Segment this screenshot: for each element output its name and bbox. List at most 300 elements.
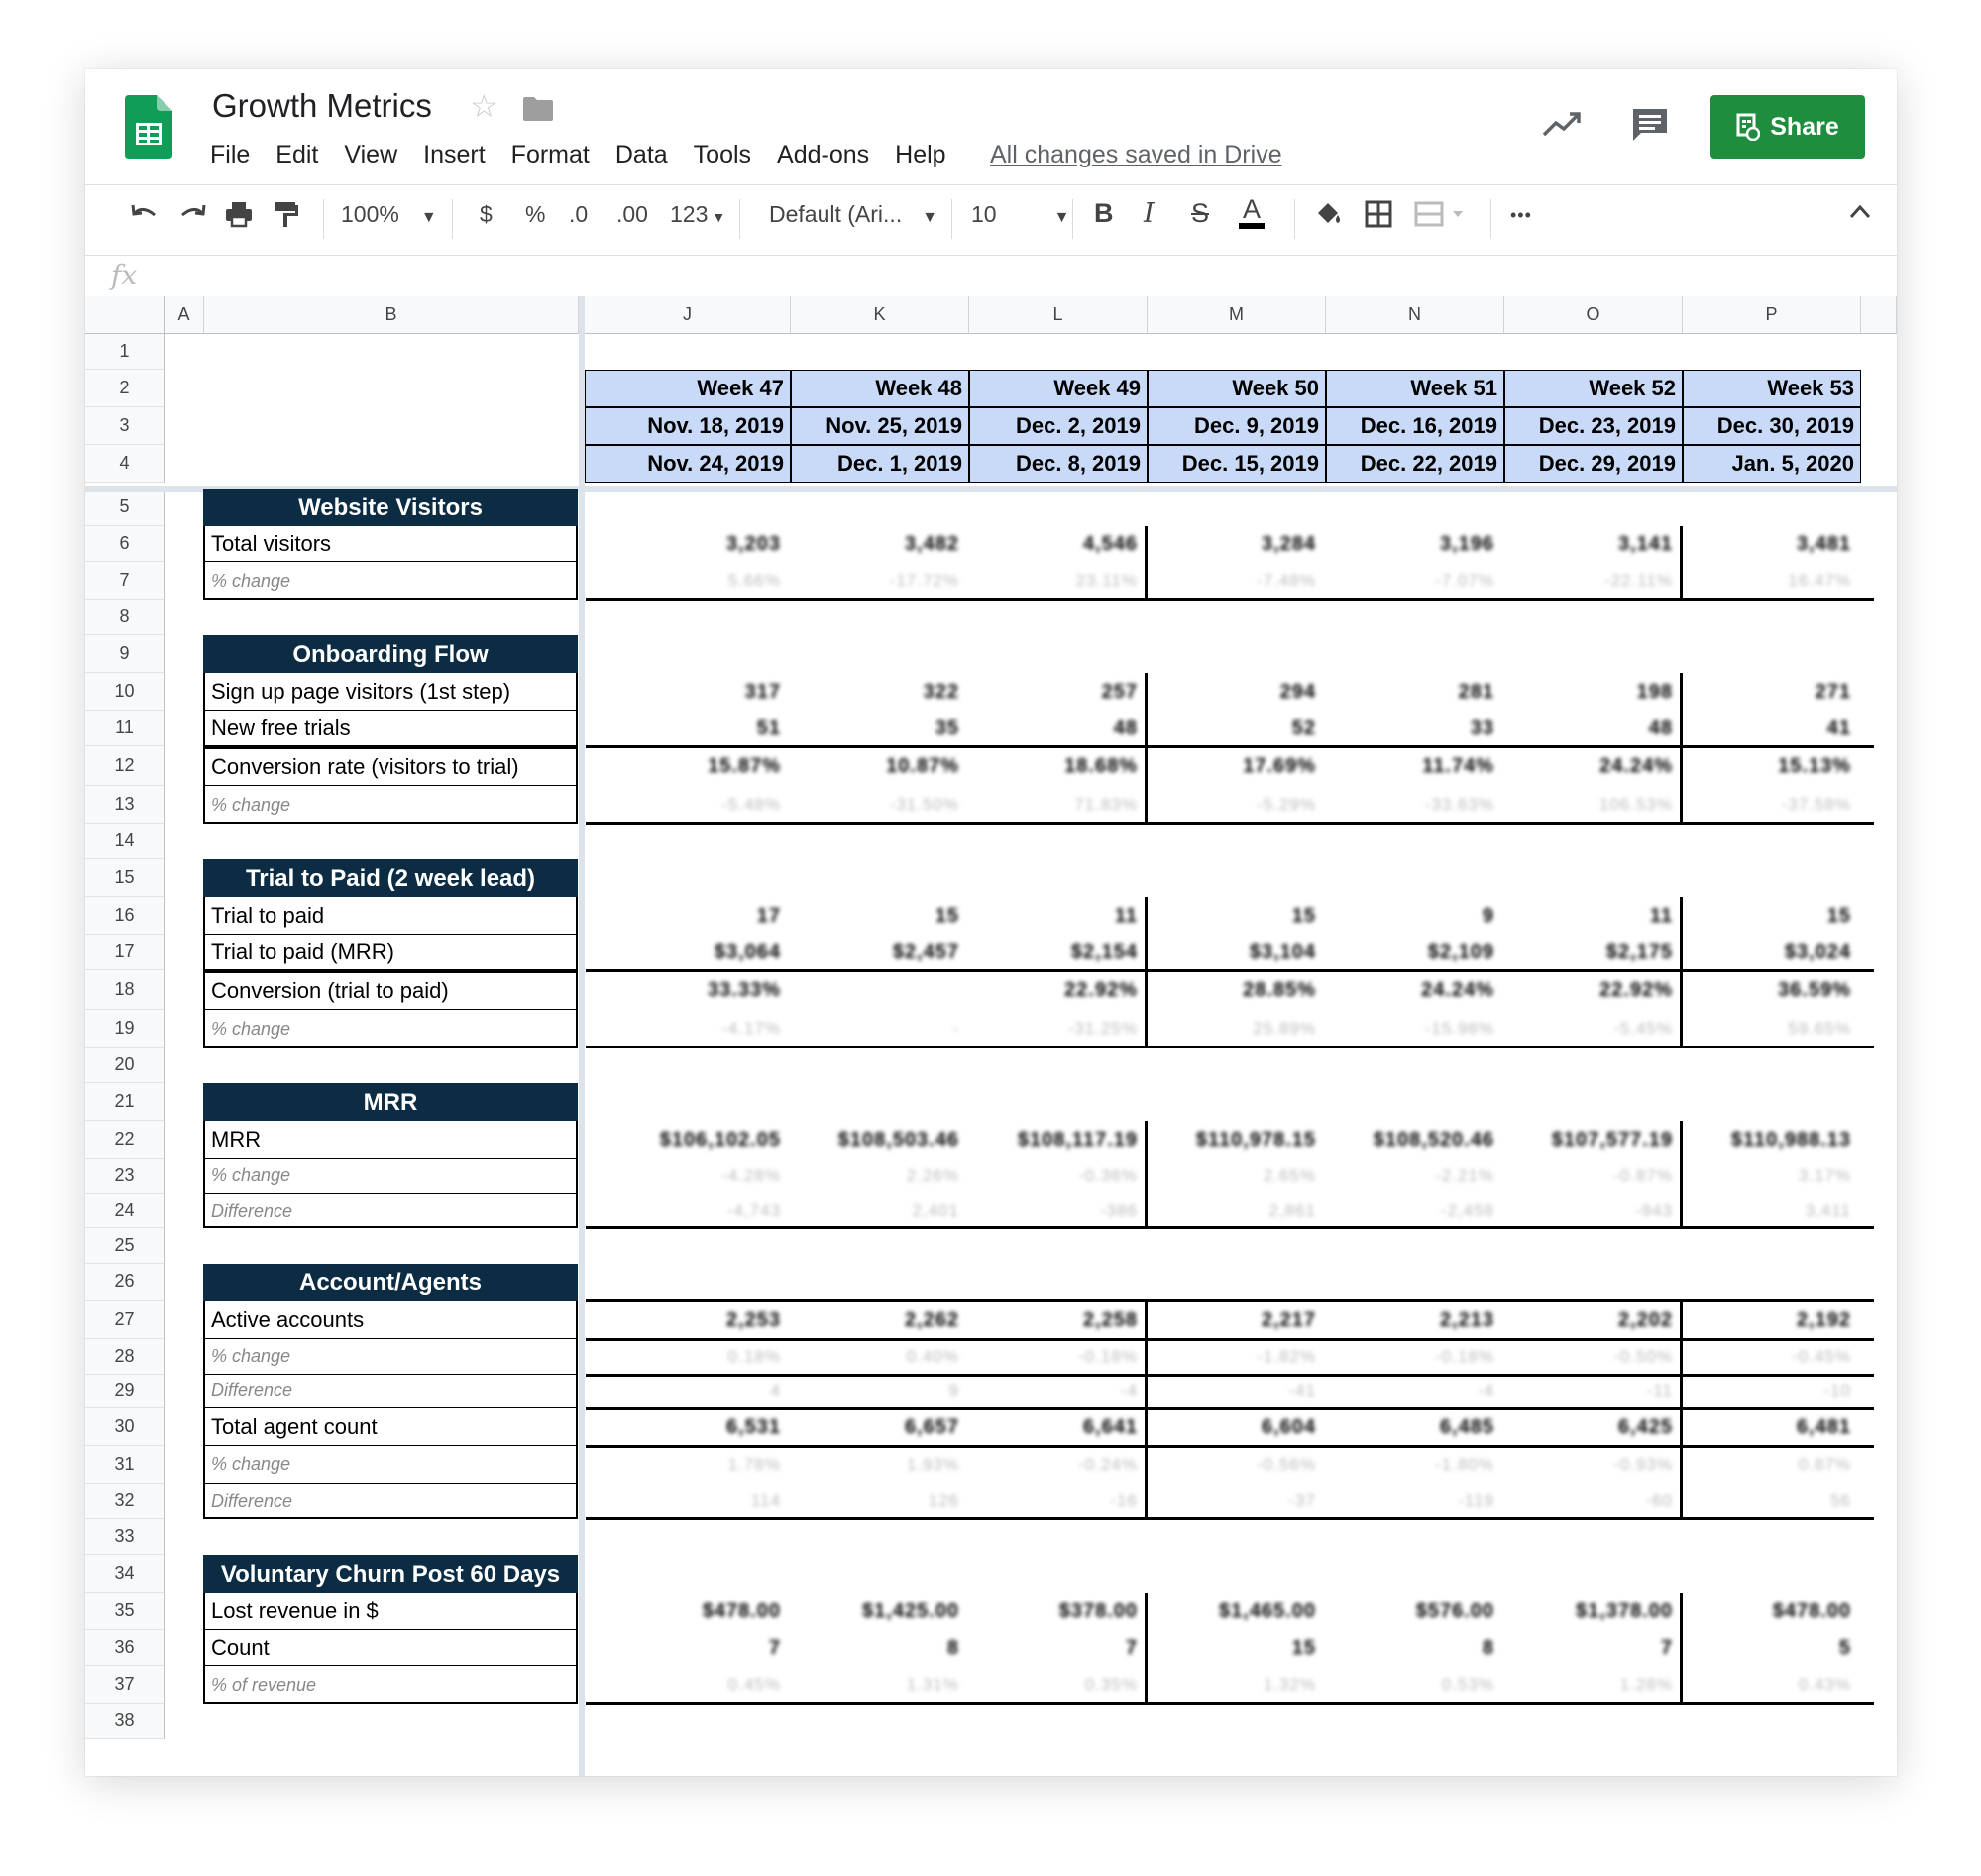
row-header[interactable]: 14 <box>85 824 165 859</box>
metric-value-cell[interactable]: -943 <box>1634 1201 1673 1220</box>
more-options-button[interactable]: ••• <box>1510 205 1532 225</box>
metric-value-cell[interactable]: 9 <box>948 1381 959 1400</box>
metric-value-cell[interactable]: 11.74% <box>1422 755 1494 777</box>
metric-value-cell[interactable]: 33.33% <box>708 979 781 1001</box>
metric-value-cell[interactable]: 35 <box>935 717 959 739</box>
metric-value-cell[interactable]: $3,024 <box>1784 941 1851 963</box>
section-title[interactable]: Account/Agents <box>203 1264 578 1303</box>
metric-value-cell[interactable]: 33 <box>1470 717 1494 739</box>
formula-bar[interactable] <box>85 255 1897 297</box>
metric-value-cell[interactable]: 7 <box>1125 1637 1138 1659</box>
metric-value-cell[interactable]: 271 <box>1815 681 1851 703</box>
italic-button[interactable]: I <box>1144 198 1155 229</box>
metric-value-cell[interactable]: 3,481 <box>1796 533 1851 555</box>
week-week-cell[interactable]: Week 53 <box>1683 370 1861 407</box>
metric-value-cell[interactable]: 6,485 <box>1439 1416 1494 1438</box>
metric-value-cell[interactable]: -16 <box>1110 1491 1138 1510</box>
metric-label[interactable]: % of revenue <box>211 1674 317 1695</box>
row-header[interactable]: 32 <box>85 1484 165 1519</box>
section-title[interactable]: Voluntary Churn Post 60 Days <box>203 1555 578 1595</box>
row-header[interactable]: 1 <box>85 334 165 370</box>
metric-value-cell[interactable]: 41 <box>1826 717 1851 739</box>
menu-data[interactable]: Data <box>614 141 668 168</box>
metric-value-cell[interactable]: 0.18% <box>727 1347 781 1366</box>
metric-value-cell[interactable]: -4.28% <box>721 1166 781 1185</box>
metric-value-cell[interactable]: 2.65% <box>1263 1166 1316 1185</box>
metric-value-cell[interactable]: 6,657 <box>904 1416 959 1438</box>
metric-value-cell[interactable]: $108,520.46 <box>1373 1129 1494 1151</box>
column-header-n[interactable]: N <box>1326 296 1504 334</box>
week-week-cell[interactable]: Week 49 <box>969 370 1148 407</box>
collapse-toolbar-icon[interactable] <box>1847 199 1873 231</box>
metric-value-cell[interactable]: 2,192 <box>1796 1309 1851 1331</box>
metric-value-cell[interactable]: 0.35% <box>1084 1675 1138 1694</box>
metric-value-cell[interactable]: 2,202 <box>1617 1309 1673 1331</box>
explore-trend-icon[interactable] <box>1542 109 1582 139</box>
metric-value-cell[interactable]: 3,411 <box>1805 1201 1851 1220</box>
metric-value-cell[interactable]: 2,262 <box>904 1309 959 1331</box>
metric-label[interactable]: Trial to paid <box>205 897 576 935</box>
metric-value-cell[interactable]: -37.58% <box>1781 795 1851 814</box>
metric-value-cell[interactable]: -4.17% <box>721 1019 781 1038</box>
metric-value-cell[interactable]: -7.48% <box>1257 571 1316 590</box>
week-start-cell[interactable]: Nov. 25, 2019 <box>791 407 969 445</box>
star-icon[interactable]: ☆ <box>470 88 498 124</box>
row-header[interactable]: 8 <box>85 600 165 635</box>
menu-file[interactable]: File <box>210 141 251 168</box>
metric-value-cell[interactable]: -4,743 <box>726 1201 781 1220</box>
metric-value-cell[interactable]: -1.80% <box>1435 1455 1494 1474</box>
metric-value-cell[interactable]: 6,641 <box>1082 1416 1138 1438</box>
metric-value-cell[interactable]: 2.26% <box>906 1166 959 1185</box>
metric-value-cell[interactable]: 6,604 <box>1261 1416 1316 1438</box>
undo-icon[interactable] <box>129 199 159 235</box>
row-header[interactable]: 12 <box>85 746 165 786</box>
metric-value-cell[interactable]: -31.50% <box>889 795 959 814</box>
metric-value-cell[interactable]: 1.31% <box>906 1675 959 1694</box>
metric-value-cell[interactable]: 16.47% <box>1788 571 1851 590</box>
metric-value-cell[interactable]: 15 <box>1826 905 1851 927</box>
metric-value-cell[interactable]: -17.72% <box>889 571 959 590</box>
metric-value-cell[interactable]: 18.68% <box>1064 755 1138 777</box>
row-header[interactable]: 18 <box>85 970 165 1010</box>
row-header[interactable]: 22 <box>85 1121 165 1159</box>
metric-value-cell[interactable]: -0.50% <box>1613 1347 1673 1366</box>
row-header[interactable]: 15 <box>85 859 165 897</box>
metric-value-cell[interactable]: -0.36% <box>1078 1166 1138 1185</box>
metric-value-cell[interactable]: $1,425.00 <box>862 1600 959 1622</box>
week-start-cell[interactable]: Dec. 9, 2019 <box>1148 407 1326 445</box>
metric-value-cell[interactable]: -15.98% <box>1424 1019 1494 1038</box>
metric-value-cell[interactable]: -11 <box>1646 1381 1673 1400</box>
week-week-cell[interactable]: Week 51 <box>1326 370 1504 407</box>
row-header[interactable]: 28 <box>85 1339 165 1375</box>
metric-label[interactable]: % change <box>205 1159 576 1194</box>
menu-addons[interactable]: Add-ons <box>777 141 870 168</box>
row-header[interactable]: 25 <box>85 1228 165 1264</box>
metric-value-cell[interactable]: 24.24% <box>1599 755 1673 777</box>
week-start-cell[interactable]: Dec. 16, 2019 <box>1326 407 1504 445</box>
row-header[interactable]: 38 <box>85 1704 165 1739</box>
week-end-cell[interactable]: Nov. 24, 2019 <box>585 445 791 483</box>
metric-value-cell[interactable]: 3,284 <box>1261 533 1316 555</box>
metric-value-cell[interactable]: $478.00 <box>702 1600 781 1622</box>
metric-value-cell[interactable]: -0.45% <box>1792 1347 1851 1366</box>
metric-value-cell[interactable]: 3,141 <box>1617 533 1673 555</box>
row-header[interactable]: 23 <box>85 1159 165 1194</box>
metric-label[interactable]: Conversion rate (visitors to trial) <box>205 746 576 786</box>
metric-value-cell[interactable]: -37 <box>1288 1491 1316 1510</box>
metric-value-cell[interactable]: 1.78% <box>727 1455 781 1474</box>
row-header[interactable]: 3 <box>85 407 165 445</box>
row-header[interactable]: 34 <box>85 1555 165 1593</box>
metric-value-cell[interactable]: 59.65% <box>1788 1019 1851 1038</box>
metric-value-cell[interactable]: $107,577.19 <box>1551 1129 1673 1151</box>
metric-value-cell[interactable]: 5 <box>1838 1637 1851 1659</box>
metric-label[interactable]: % change <box>205 1446 576 1484</box>
metric-value-cell[interactable]: 23.11% <box>1075 571 1138 590</box>
metric-value-cell[interactable]: 106.53% <box>1598 795 1673 814</box>
metric-value-cell[interactable]: -2.21% <box>1435 1166 1494 1185</box>
metric-value-cell[interactable]: 281 <box>1458 681 1494 703</box>
week-start-cell[interactable]: Dec. 23, 2019 <box>1504 407 1683 445</box>
metric-value-cell[interactable]: $2,154 <box>1070 941 1138 963</box>
metric-label[interactable]: % change <box>211 570 291 591</box>
row-header[interactable]: 35 <box>85 1593 165 1630</box>
metric-value-cell[interactable]: $108,503.46 <box>837 1129 959 1151</box>
metric-value-cell[interactable]: 1.32% <box>1263 1675 1316 1694</box>
metric-value-cell[interactable]: 8 <box>1482 1637 1494 1659</box>
metric-label[interactable]: Lost revenue in $ <box>205 1593 576 1630</box>
metric-value-cell[interactable]: 15 <box>1291 1637 1316 1659</box>
metric-value-cell[interactable]: $1,465.00 <box>1219 1600 1316 1622</box>
metric-value-cell[interactable]: -2,458 <box>1440 1201 1494 1220</box>
row-header[interactable]: 20 <box>85 1048 165 1083</box>
metric-label[interactable]: Total visitors <box>205 526 576 562</box>
metric-value-cell[interactable]: 317 <box>744 681 781 703</box>
section-title[interactable]: Website Visitors <box>203 489 578 528</box>
menu-bar <box>210 141 972 169</box>
comment-icon[interactable] <box>1631 107 1669 143</box>
metric-label[interactable]: Count <box>205 1630 576 1666</box>
paint-format-icon[interactable] <box>272 199 301 235</box>
metric-label[interactable]: % change <box>211 1018 291 1039</box>
fx-icon: fx <box>111 259 138 291</box>
week-end-cell[interactable]: Jan. 5, 2020 <box>1683 445 1861 483</box>
metric-value-cell[interactable]: -119 <box>1458 1491 1494 1510</box>
redo-icon[interactable] <box>178 199 208 235</box>
row-header[interactable]: 4 <box>85 445 165 483</box>
week-start-cell[interactable]: Dec. 30, 2019 <box>1683 407 1861 445</box>
metric-value-cell[interactable]: 52 <box>1291 717 1316 739</box>
row-header[interactable]: 16 <box>85 897 165 935</box>
chevron-down-icon: ▼ <box>420 209 437 226</box>
metric-label[interactable]: Difference <box>211 1200 293 1221</box>
row-header[interactable]: 17 <box>85 935 165 970</box>
metric-value-cell[interactable]: $110,978.15 <box>1195 1129 1316 1151</box>
percent-format-button[interactable]: % <box>525 201 546 227</box>
metric-value-cell[interactable]: $1,378.00 <box>1576 1600 1673 1622</box>
merge-cells-icon[interactable] <box>1413 199 1473 235</box>
metric-value-cell[interactable]: 2,217 <box>1261 1309 1316 1331</box>
section-title[interactable]: Trial to Paid (2 week lead) <box>203 859 578 899</box>
week-end-cell[interactable]: Dec. 29, 2019 <box>1504 445 1683 483</box>
metric-label[interactable]: New free trials <box>205 711 576 746</box>
fill-color-icon[interactable] <box>1314 199 1344 235</box>
week-end-cell[interactable]: Dec. 1, 2019 <box>791 445 969 483</box>
week-start-cell[interactable]: Dec. 2, 2019 <box>969 407 1148 445</box>
metric-value-cell[interactable]: 294 <box>1279 681 1316 703</box>
chevron-down-icon: ▼ <box>712 209 726 225</box>
row-header[interactable]: 24 <box>85 1194 165 1228</box>
metric-value-cell[interactable]: -0.18% <box>1435 1347 1494 1366</box>
week-week-cell[interactable]: Week 47 <box>585 370 791 407</box>
decrease-decimal-button[interactable]: .0 <box>569 201 589 227</box>
row-header[interactable]: 21 <box>85 1083 165 1121</box>
document-title[interactable]: Growth Metrics <box>212 87 432 124</box>
metric-value-cell[interactable]: 11 <box>1114 905 1138 927</box>
font-select[interactable] <box>769 201 937 228</box>
row-header[interactable]: 26 <box>85 1264 165 1301</box>
metric-value-cell[interactable]: -5.29% <box>1257 795 1316 814</box>
metric-value-cell[interactable]: 15.13% <box>1778 755 1851 777</box>
metric-value-cell[interactable]: $3,064 <box>714 941 781 963</box>
bold-button[interactable]: B <box>1094 198 1114 228</box>
metric-value-cell[interactable]: 1.28% <box>1619 1675 1673 1694</box>
metric-value-cell[interactable]: -33.63% <box>1424 795 1494 814</box>
metric-label[interactable]: Difference <box>211 1490 293 1511</box>
row-header[interactable]: 27 <box>85 1301 165 1339</box>
week-week-cell[interactable]: Week 52 <box>1504 370 1683 407</box>
section-title[interactable]: Onboarding Flow <box>203 635 578 675</box>
zoom-value: 100% <box>341 201 399 227</box>
column-header-p[interactable]: P <box>1683 296 1861 334</box>
metric-value-cell[interactable]: -22.11% <box>1603 571 1673 590</box>
metric-value-cell[interactable]: 198 <box>1636 681 1673 703</box>
menu-view[interactable]: View <box>344 141 398 168</box>
metric-label[interactable]: % change <box>211 794 291 815</box>
metric-value-cell[interactable]: 2,253 <box>725 1309 781 1331</box>
metric-value-cell[interactable]: 15 <box>935 905 959 927</box>
zoom-select[interactable] <box>341 201 437 228</box>
metric-value-cell[interactable]: 25.89% <box>1253 1019 1316 1038</box>
row-header[interactable]: 19 <box>85 1010 165 1048</box>
row-header[interactable]: 2 <box>85 370 165 407</box>
metric-value-cell[interactable]: $2,457 <box>892 941 959 963</box>
metric-value-cell[interactable]: 322 <box>923 681 959 703</box>
text-color-button[interactable]: A <box>1239 195 1265 229</box>
metric-value-cell[interactable]: 0.87% <box>1798 1455 1851 1474</box>
metric-value-cell[interactable]: 28.85% <box>1243 979 1316 1001</box>
metric-value-cell[interactable]: 6,425 <box>1617 1416 1673 1438</box>
week-week-cell[interactable]: Week 50 <box>1148 370 1326 407</box>
metric-value-cell[interactable]: 4 <box>770 1381 781 1400</box>
metric-value-cell[interactable]: -0.56% <box>1257 1455 1316 1474</box>
metric-value-cell[interactable]: 5.66% <box>727 571 781 590</box>
metric-value-cell[interactable]: 22.92% <box>1599 979 1673 1001</box>
metric-value-cell[interactable]: -31.25% <box>1067 1019 1138 1038</box>
row-header[interactable]: 29 <box>85 1375 165 1408</box>
metric-value-cell[interactable]: 48 <box>1113 717 1138 739</box>
row-header[interactable]: 33 <box>85 1519 165 1555</box>
menu-format[interactable]: Format <box>510 141 590 168</box>
menu-edit[interactable]: Edit <box>275 141 319 168</box>
metric-value-cell[interactable]: -10 <box>1823 1381 1851 1400</box>
section-label-box <box>203 673 578 824</box>
metric-value-cell[interactable]: 11 <box>1649 905 1673 927</box>
metric-value-cell[interactable]: 3,196 <box>1439 533 1494 555</box>
metric-value-cell[interactable]: 71.83% <box>1074 795 1138 814</box>
metric-label[interactable]: MRR <box>205 1121 576 1159</box>
row-header[interactable]: 30 <box>85 1408 165 1446</box>
row-header[interactable]: 13 <box>85 786 165 824</box>
share-button[interactable] <box>1710 95 1865 159</box>
metric-value-cell[interactable]: $2,109 <box>1427 941 1494 963</box>
metric-label[interactable]: Active accounts <box>205 1301 576 1339</box>
metric-value-cell[interactable]: $3,104 <box>1249 941 1316 963</box>
metric-value-cell[interactable]: 257 <box>1101 681 1138 703</box>
metric-value-cell[interactable]: 2,861 <box>1268 1201 1316 1220</box>
metric-value-cell[interactable]: 2,213 <box>1439 1309 1494 1331</box>
print-icon[interactable] <box>224 199 254 235</box>
row-header[interactable]: 6 <box>85 526 165 562</box>
metric-value-cell[interactable]: 56 <box>1830 1491 1851 1510</box>
metric-value-cell[interactable]: -7.07% <box>1435 571 1494 590</box>
week-end-cell[interactable]: Dec. 15, 2019 <box>1148 445 1326 483</box>
metric-value-cell[interactable]: -0.93% <box>1613 1455 1673 1474</box>
metric-value-cell[interactable]: 2,401 <box>912 1201 959 1220</box>
row-header[interactable]: 37 <box>85 1666 165 1704</box>
metric-value-cell[interactable]: 10.87% <box>886 755 959 777</box>
column-header-a[interactable]: A <box>165 296 204 334</box>
section-title[interactable]: MRR <box>203 1083 578 1123</box>
row-header[interactable]: 31 <box>85 1446 165 1484</box>
row-header[interactable]: 11 <box>85 711 165 746</box>
section-label-box <box>203 526 578 600</box>
metric-value-cell[interactable]: 0.43% <box>1798 1675 1851 1694</box>
week-week-cell[interactable]: Week 48 <box>791 370 969 407</box>
week-end-cell[interactable]: Dec. 22, 2019 <box>1326 445 1504 483</box>
spreadsheet-grid[interactable] <box>85 296 1897 1776</box>
metric-value-cell[interactable]: 0.53% <box>1441 1675 1494 1694</box>
column-header-o[interactable]: O <box>1504 296 1683 334</box>
metric-value-cell[interactable]: -4 <box>1120 1381 1138 1400</box>
metric-value-cell[interactable]: 2,258 <box>1082 1309 1138 1331</box>
week-end-cell[interactable]: Dec. 8, 2019 <box>969 445 1148 483</box>
sheets-logo-icon[interactable] <box>125 95 172 159</box>
folder-icon[interactable] <box>523 97 553 121</box>
currency-format-button[interactable]: $ <box>480 201 493 227</box>
metric-value-cell[interactable]: 7 <box>768 1637 781 1659</box>
increase-decimal-button[interactable]: .00 <box>616 201 648 227</box>
borders-icon[interactable] <box>1364 199 1393 235</box>
metric-value-cell[interactable]: -5.45% <box>1613 1019 1673 1038</box>
metric-value-cell[interactable]: $478.00 <box>1772 1600 1851 1622</box>
more-formats-label: 123 <box>670 201 709 227</box>
metric-value-cell[interactable]: 15.87% <box>708 755 781 777</box>
metric-label[interactable]: Sign up page visitors (1st step) <box>205 673 576 711</box>
metric-value-cell[interactable]: $110,988.13 <box>1730 1129 1851 1151</box>
metric-value-cell[interactable]: 3,203 <box>725 533 781 555</box>
metric-value-cell[interactable]: -41 <box>1288 1381 1316 1400</box>
metric-value-cell[interactable]: 1.93% <box>906 1455 959 1474</box>
font-size-select[interactable] <box>971 201 1069 228</box>
column-header-b[interactable]: B <box>204 296 579 334</box>
save-status-link[interactable]: All changes saved in Drive <box>990 141 1282 168</box>
metric-value-cell[interactable]: -4 <box>1477 1381 1494 1400</box>
row-header[interactable]: 7 <box>85 562 165 600</box>
column-header-m[interactable]: M <box>1148 296 1326 334</box>
column-header-next[interactable] <box>1861 296 1897 334</box>
metric-value-cell[interactable]: -5.48% <box>721 795 781 814</box>
metric-value-cell[interactable]: -0.87% <box>1613 1166 1673 1185</box>
metric-value-cell[interactable]: 114 <box>750 1491 781 1510</box>
select-all-corner[interactable] <box>85 296 165 334</box>
metric-value-cell[interactable]: -60 <box>1645 1491 1673 1510</box>
metric-value-cell[interactable]: 48 <box>1648 717 1673 739</box>
metric-value-cell[interactable]: $576.00 <box>1415 1600 1494 1622</box>
metric-value-cell[interactable]: -0.24% <box>1078 1455 1138 1474</box>
column-header-l[interactable]: L <box>969 296 1148 334</box>
metric-value-cell[interactable]: 4,546 <box>1082 533 1138 555</box>
metric-value-cell[interactable]: 8 <box>946 1637 959 1659</box>
metric-value-cell[interactable]: 3.17% <box>1798 1166 1851 1185</box>
metric-value-cell[interactable] <box>791 970 959 1010</box>
row-header[interactable]: 36 <box>85 1630 165 1666</box>
metric-value-cell[interactable]: 15 <box>1291 905 1316 927</box>
metric-value-cell[interactable]: -1.82% <box>1257 1347 1316 1366</box>
more-formats-button[interactable] <box>670 201 725 228</box>
metric-value-cell[interactable]: -0.18% <box>1078 1347 1138 1366</box>
metric-value-cell[interactable]: 22.92% <box>1064 979 1138 1001</box>
metric-value-cell[interactable]: - <box>952 1019 959 1038</box>
metric-value-cell[interactable]: $108,117.19 <box>1017 1129 1138 1151</box>
row-header[interactable]: 5 <box>85 489 165 526</box>
metric-label[interactable]: Trial to paid (MRR) <box>205 935 576 970</box>
row-header[interactable]: 9 <box>85 635 165 673</box>
metric-label[interactable]: Difference <box>205 1375 576 1408</box>
metric-value-cell[interactable]: 0.40% <box>906 1347 959 1366</box>
metric-label[interactable]: % change <box>205 1339 576 1375</box>
metric-value-cell[interactable]: $2,175 <box>1605 941 1673 963</box>
week-start-cell[interactable]: Nov. 18, 2019 <box>585 407 791 445</box>
row-header[interactable]: 10 <box>85 673 165 711</box>
metric-value-cell[interactable]: 24.24% <box>1421 979 1494 1001</box>
metric-value-cell[interactable]: 17 <box>756 905 781 927</box>
metric-value-cell[interactable]: -386 <box>1099 1201 1138 1220</box>
strikethrough-button[interactable]: S <box>1191 198 1210 228</box>
metric-value-cell[interactable]: 6,531 <box>725 1416 781 1438</box>
metric-value-cell[interactable]: $378.00 <box>1058 1600 1138 1622</box>
metric-value-cell[interactable]: 6,481 <box>1796 1416 1851 1438</box>
menu-insert[interactable]: Insert <box>423 141 486 168</box>
metric-value-cell[interactable]: 9 <box>1482 905 1494 927</box>
metric-value-cell[interactable]: 36.59% <box>1778 979 1851 1001</box>
metric-label[interactable]: Conversion (trial to paid) <box>205 970 576 1010</box>
metric-value-cell[interactable]: 7 <box>1660 1637 1673 1659</box>
column-header-k[interactable]: K <box>791 296 969 334</box>
metric-value-cell[interactable]: 17.69% <box>1243 755 1316 777</box>
menu-help[interactable]: Help <box>895 141 946 168</box>
metric-label[interactable]: Total agent count <box>205 1408 576 1446</box>
metric-value-cell[interactable]: 51 <box>756 717 781 739</box>
metric-value-cell[interactable]: 126 <box>928 1491 959 1510</box>
metric-value-cell[interactable]: 3,482 <box>904 533 959 555</box>
metric-value-cell[interactable]: $106,102.05 <box>659 1129 781 1151</box>
menu-tools[interactable]: Tools <box>693 141 752 168</box>
column-header-j[interactable]: J <box>585 296 791 334</box>
metric-value-cell[interactable]: 0.45% <box>727 1675 781 1694</box>
